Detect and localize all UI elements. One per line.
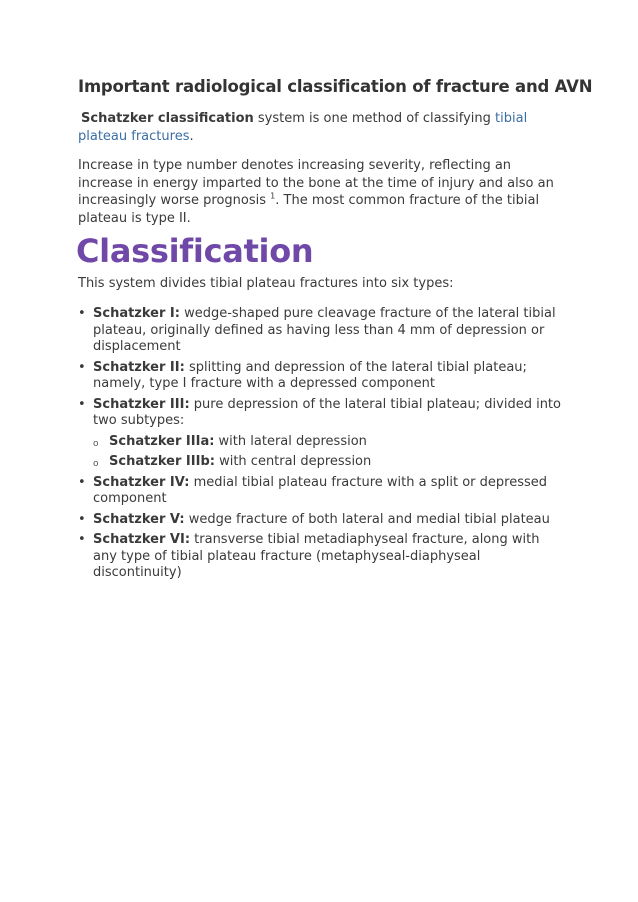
type-text: splitting and depression of the lateral tibial plateau; namely, type I fracture with a depressed component <box>93 359 527 391</box>
type-label: Schatzker II: <box>93 359 185 375</box>
subtype-label: Schatzker IIIa: <box>109 433 215 449</box>
circle-bullet-icon: o <box>93 459 99 469</box>
bullet-icon: • <box>78 306 86 321</box>
section-title: Classification <box>76 232 314 270</box>
list-item <box>0 512 563 529</box>
intro-text: system is one method of classifying <box>253 111 496 126</box>
intro-paragraph <box>78 110 558 146</box>
list-item <box>0 306 563 356</box>
list-item <box>0 360 563 393</box>
sub-list-item <box>93 434 549 451</box>
severity-paragraph <box>78 157 558 227</box>
type-text: wedge-shaped pure cleavage fracture of the lateral tibial plateau, originally defined as having less than 4 mm of depression or displacement <box>93 306 556 354</box>
bullet-icon: • <box>78 396 86 412</box>
subtype-label: Schatzker IIIb: <box>109 454 215 469</box>
type-label: Schatzker I: <box>93 306 180 321</box>
intro-bold-term: Schatzker classification <box>81 111 254 126</box>
type-text: medial tibial plateau fracture with a split or depressed component <box>93 474 548 506</box>
subtypes-list <box>93 434 563 471</box>
list-item <box>0 532 563 582</box>
type-label: Schatzker VI: <box>93 532 191 547</box>
sub-list-item <box>93 454 549 471</box>
type-text: transverse tibial metadiaphyseal fracture, along with any type of tibial plateau fracture (metaphyseal-diaphyseal discontinuity) <box>93 532 540 580</box>
subtype-text: with central depression <box>214 454 372 469</box>
bullet-icon: • <box>78 532 86 547</box>
circle-bullet-icon: o <box>93 438 99 449</box>
bullet-icon: • <box>78 359 86 375</box>
subtype-text: with lateral depression <box>214 433 367 449</box>
reference-marker[interactable]: 1 <box>270 191 276 201</box>
type-label: Schatzker III: <box>93 396 190 412</box>
tibial-plateau-link[interactable]: tibial plateau fractures <box>78 111 528 144</box>
lead-text: This system divides tibial plateau fractures into six types: <box>78 276 454 291</box>
type-label: Schatzker IV: <box>93 474 190 490</box>
list-item <box>0 475 563 508</box>
bullet-icon: • <box>78 474 86 490</box>
type-label: Schatzker V: <box>93 511 185 527</box>
severity-text-end: . The most common fracture of the tibial plateau is type II. <box>78 193 540 226</box>
list-item <box>0 397 563 471</box>
types-list <box>0 306 638 586</box>
intro-end: . <box>189 129 194 144</box>
page-heading: Important radiological classification of fracture and AVN <box>78 77 593 96</box>
type-text: pure depression of the lateral tibial plateau; divided into two subtypes: <box>93 396 561 428</box>
severity-text: Increase in type number denotes increasing severity, reflecting an increase in energy imparted to the bone at the time of injury and also an increasingly worse prognosis <box>78 158 554 208</box>
bullet-icon: • <box>78 511 86 527</box>
type-text: wedge fracture of both lateral and medial tibial plateau <box>184 511 550 527</box>
